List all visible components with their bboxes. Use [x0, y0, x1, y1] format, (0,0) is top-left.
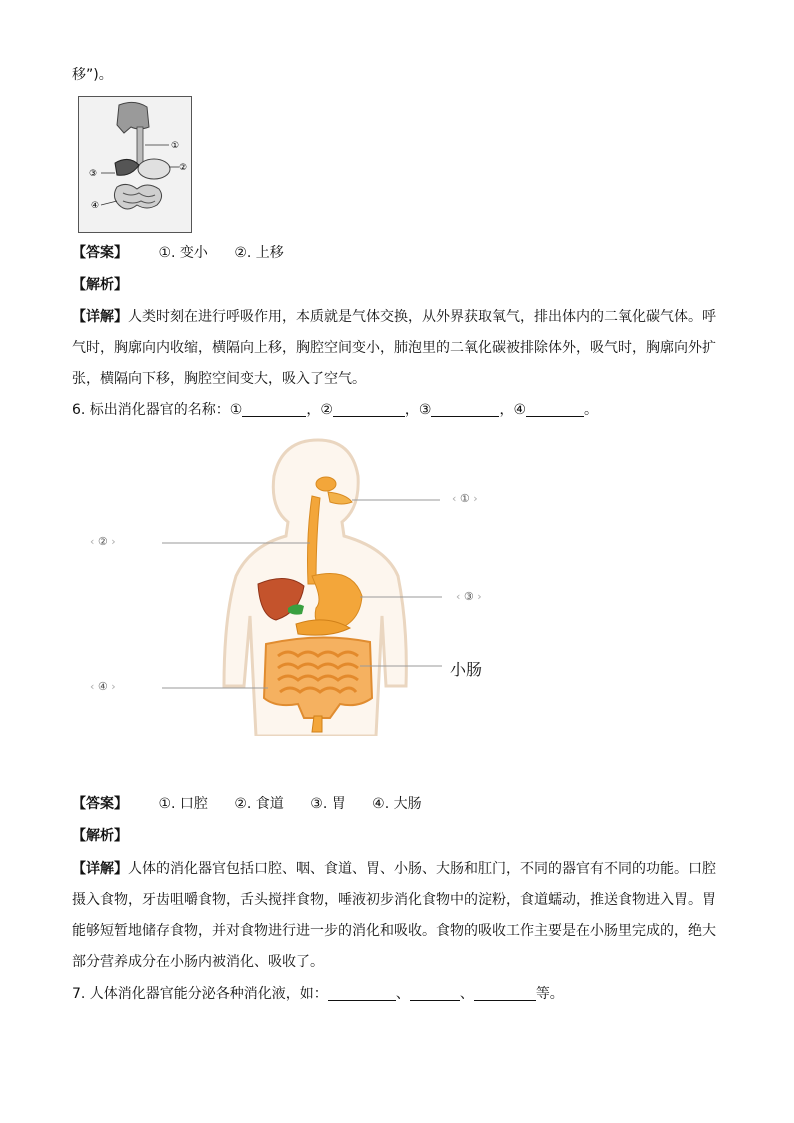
- q6-blank-1[interactable]: [242, 402, 306, 417]
- respiratory-diagram-figure: [78, 96, 192, 233]
- fig2-label-3-container: ‹ ③ ›: [456, 590, 482, 603]
- fig2-label-2: ②: [97, 535, 108, 548]
- top-fragment: 移”)。: [72, 67, 113, 83]
- fig1-label-2: ②: [179, 163, 188, 173]
- fig2-label-1: ①: [459, 492, 470, 505]
- q6-sep-2: ，②: [306, 402, 333, 418]
- q5-answer-2: ②. 上移: [234, 245, 284, 261]
- q6-sep-4: ，④: [499, 402, 527, 418]
- q6-detail-tag: 【详解】: [72, 861, 128, 877]
- q7-sep-2: 、: [459, 986, 474, 1002]
- q7-question-prefix: 7. 人体消化器官能分泌各种消化液，如：: [72, 986, 328, 1002]
- q6-question-prefix: 6. 标出消化器官的名称：①: [72, 402, 243, 418]
- q6-blank-2[interactable]: [333, 402, 405, 417]
- q5-detail-paragraph: [72, 302, 722, 395]
- q6-end: 。: [584, 402, 599, 418]
- q5-answer-tag: 【答案】: [72, 245, 128, 261]
- fig1-label-1: ①: [171, 141, 180, 151]
- q7-sep-1: 、: [395, 986, 410, 1002]
- small-intestine-label: 小肠: [450, 660, 483, 679]
- q6-answer-1: ①. 口腔: [158, 796, 208, 812]
- q6-blank-3[interactable]: [431, 402, 499, 417]
- fig2-label-4-container: ‹ ④ ›: [90, 680, 116, 693]
- q6-blank-4[interactable]: [526, 402, 584, 417]
- q7-question: [72, 984, 564, 1004]
- fig2-label-2-container: ‹ ② ›: [90, 535, 116, 548]
- q6-answer-4: ④. 大肠: [372, 796, 422, 812]
- q5-answer-row: [72, 243, 284, 263]
- q6-detail-text: 人体的消化器官包括口腔、咽、食道、胃、小肠、大肠和肛门，不同的器官有不同的功能。口腔摄入食物，牙齿咀嚼食物，舌头搅拌食物，唾液初步消化食物中的淀粉，食道蠕动，推送食物进入胃。胃能够短暂地储存食物，并对食物进行进一步的消化和吸收。食物的吸收工作主要是在小肠里完成的，绝大部分营养成分在小肠内被消化、吸收了。: [72, 861, 716, 970]
- q6-sep-3: ，③: [404, 402, 432, 418]
- fig2-label-3: ③: [463, 590, 474, 603]
- q6-answer-2: ②. 食道: [234, 796, 284, 812]
- fig2-label-4: ④: [97, 680, 108, 693]
- fig2-label-1-container: ‹ ① ›: [452, 492, 478, 505]
- fig1-label-4: ④: [91, 201, 100, 211]
- q6-answer-row: [72, 794, 422, 814]
- q6-analysis-tag: [72, 826, 128, 846]
- digestive-system-figure: [90, 436, 530, 736]
- fig1-label-3: ③: [89, 169, 98, 179]
- q6-answer-3: ③. 胃: [310, 796, 346, 812]
- q7-end: 等。: [535, 986, 564, 1002]
- q7-blank-3[interactable]: [474, 986, 536, 1001]
- q5-detail-text: 人类时刻在进行呼吸作用，本质就是气体交换，从外界获取氧气，排出体内的二氧化碳气体。呼气时，胸廓向内收缩，横隔向上移，胸腔空间变小，肺泡里的二氧化碳被排除体外，吸气时，胸廓向外扩张，横隔向下移，胸腔空间变大，吸入了空气。: [72, 309, 716, 387]
- q5-answer-1: ①. 变小: [158, 245, 208, 261]
- q5-analysis-label: 【解析】: [72, 277, 128, 293]
- q6-question: [72, 400, 598, 420]
- q5-detail-tag: 【详解】: [72, 309, 128, 325]
- q6-detail-paragraph: [72, 854, 722, 978]
- q7-blank-2[interactable]: [410, 986, 460, 1001]
- q5-analysis-tag: [72, 275, 128, 295]
- respiratory-diagram-svg: [79, 97, 191, 232]
- digestive-system-svg: [90, 436, 530, 736]
- q6-analysis-label: 【解析】: [72, 828, 128, 844]
- q7-blank-1[interactable]: [328, 986, 396, 1001]
- q6-answer-tag: 【答案】: [72, 796, 128, 812]
